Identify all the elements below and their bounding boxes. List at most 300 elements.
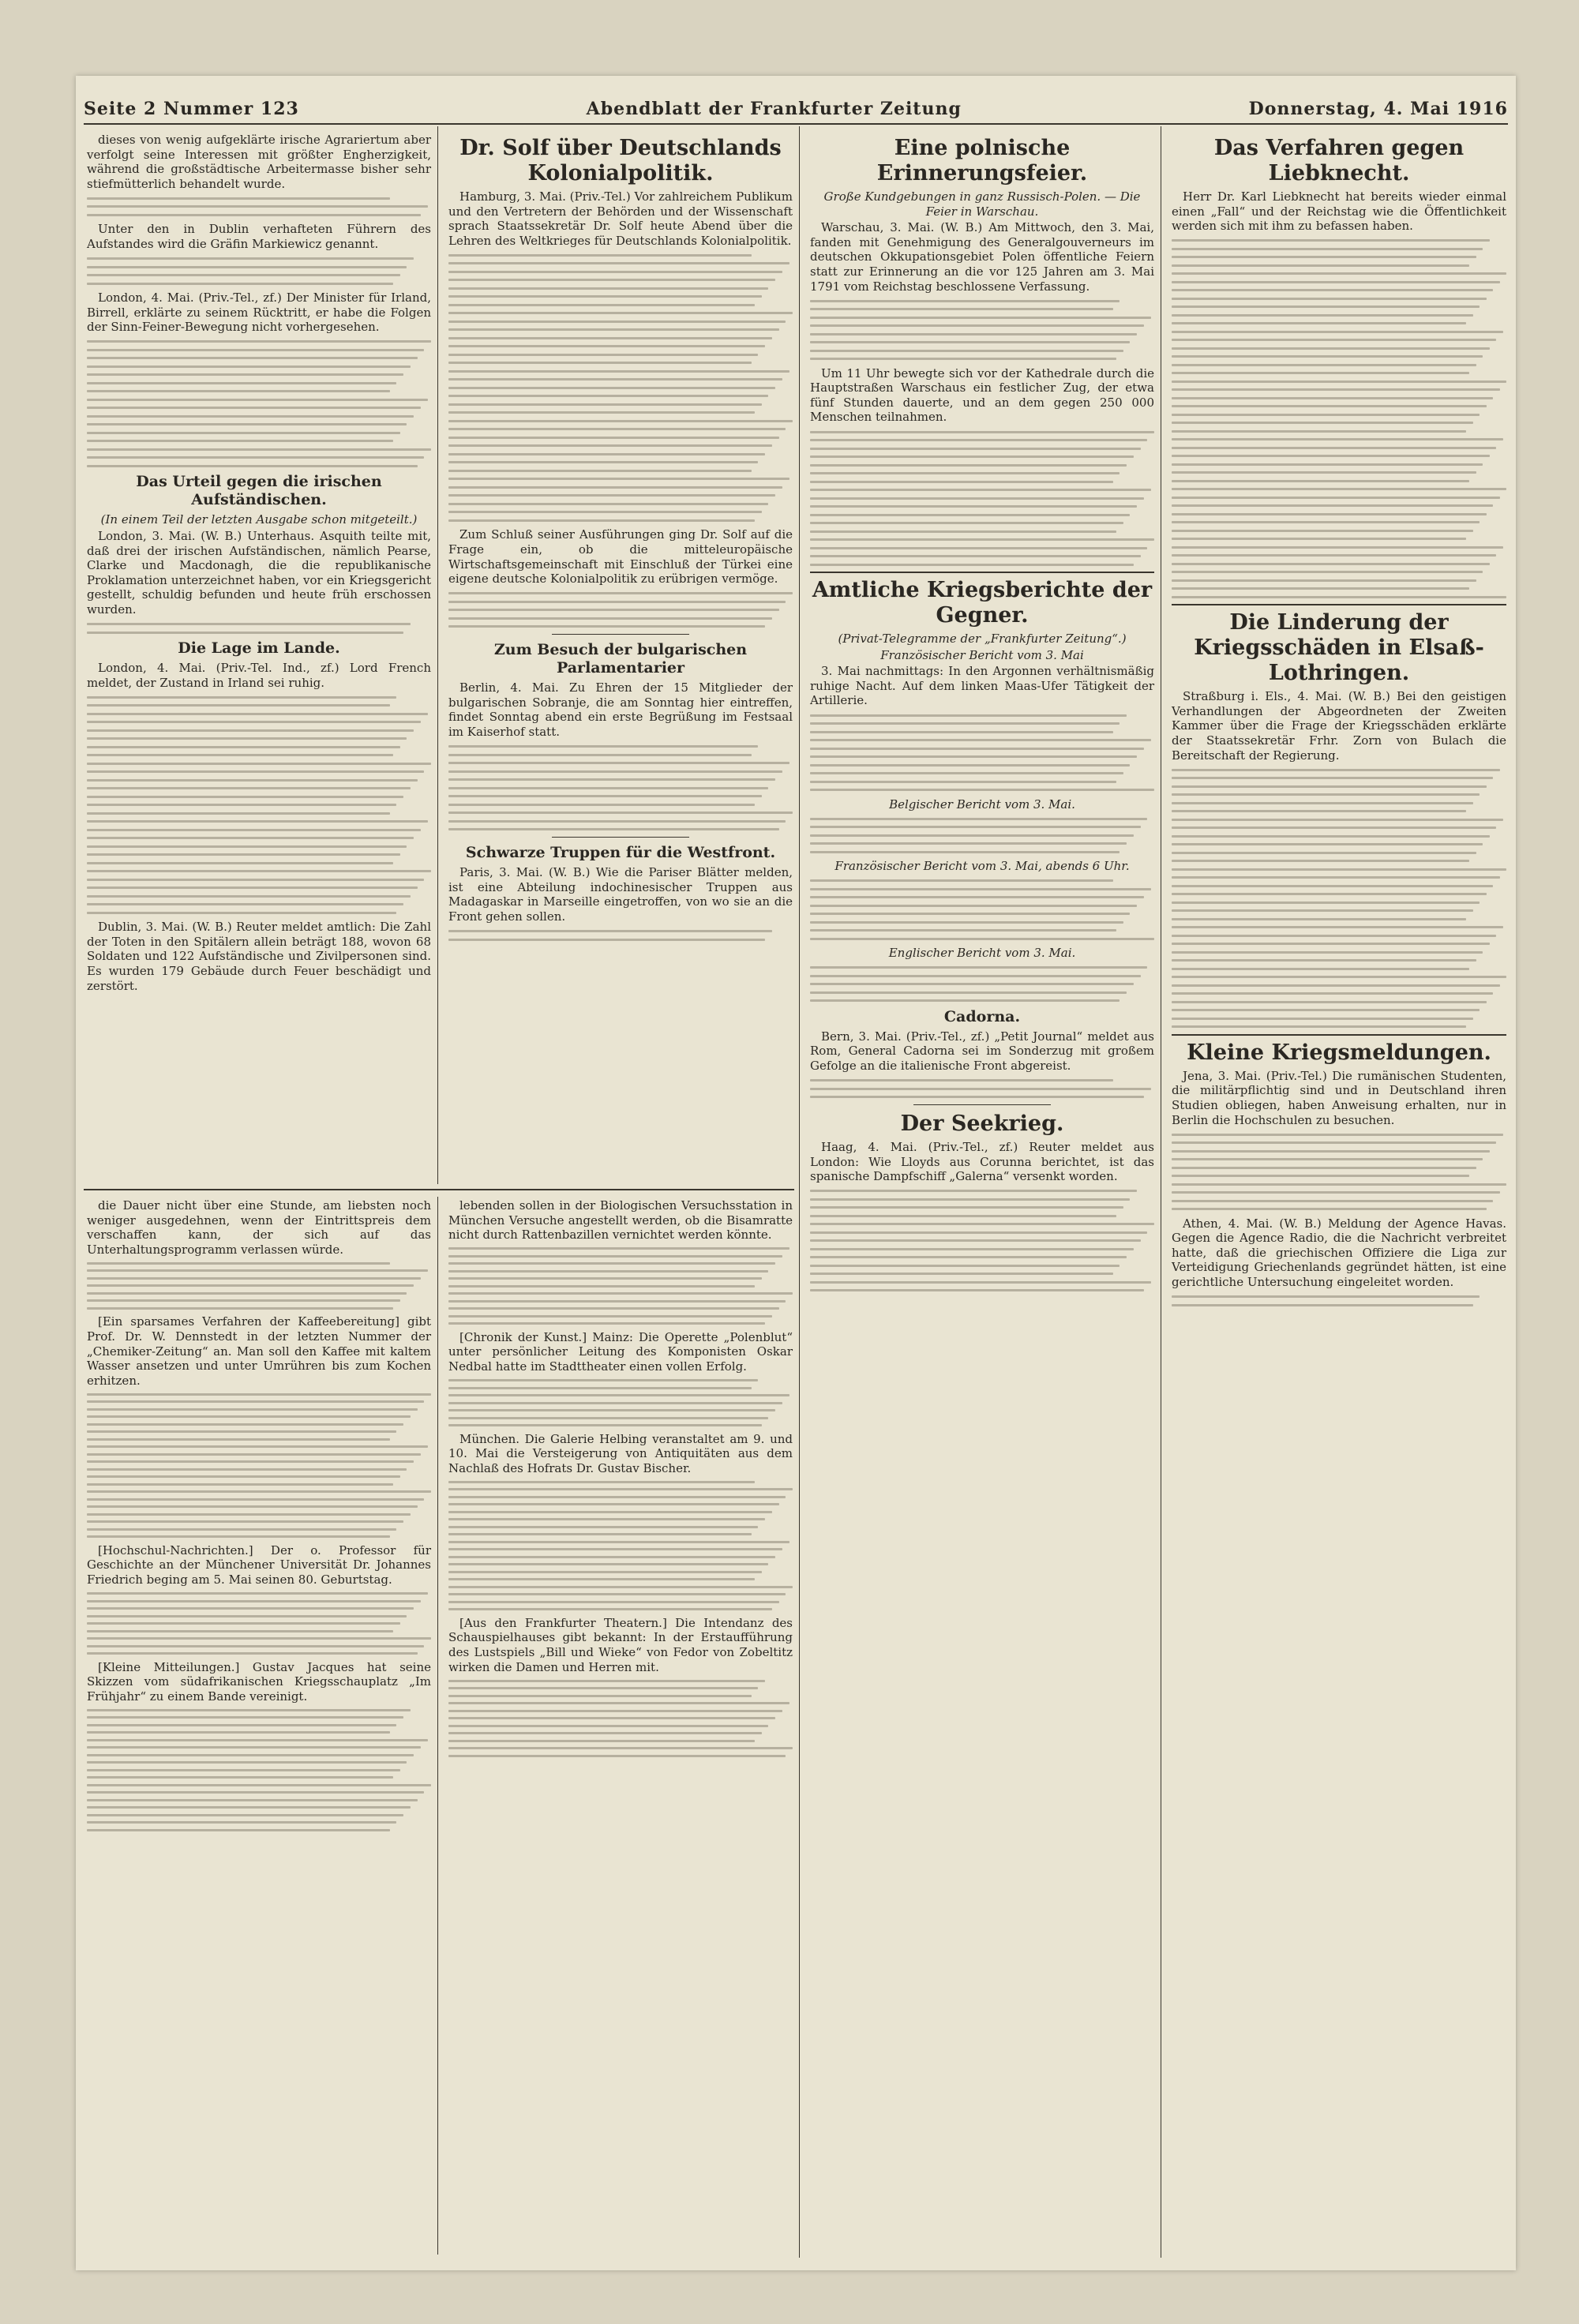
text-line (448, 939, 765, 941)
text-line (810, 564, 1134, 566)
text-line (448, 1511, 772, 1513)
text-line (1172, 819, 1503, 821)
text-line (448, 1247, 790, 1250)
feuilleton-text: die Dauer nicht über eine Stunde, am liebsten noch weniger ausgedehnen, wenn der Eintrittspreis dem verschaffen kann, der sich auf das Unterhaltungsprogramm verlassen würde. (87, 1198, 431, 1257)
text-line (87, 1445, 428, 1448)
text-line (810, 938, 1154, 940)
text-line (448, 1307, 779, 1310)
text-line (810, 851, 1120, 853)
article-text: Unter den in Dublin verhafteten Führern des Aufstandes wird die Gräfin Markiewicz genannt. (87, 222, 431, 251)
newspaper-page (76, 76, 1516, 2270)
text-line (810, 1215, 1116, 1217)
text-line (810, 1289, 1144, 1291)
text-line (1172, 504, 1493, 507)
text-line (1172, 305, 1480, 308)
text-line (810, 818, 1147, 820)
text-line (1172, 264, 1469, 267)
text-line (448, 1586, 793, 1588)
text-line (87, 1607, 414, 1610)
page-header (84, 95, 1508, 125)
text-line (1172, 1191, 1500, 1194)
text-line (810, 439, 1147, 441)
text-line (810, 522, 1123, 524)
text-line (448, 519, 755, 522)
headline-lage: Die Lage im Lande. (178, 639, 340, 657)
text-line (1172, 463, 1483, 466)
article-text: Jena, 3. Mai. (Priv.-Tel.) Die rumänischen Studenten, die militärpflichtig sind und in Deutschland ihren Studien obliegen, haben Anweisung erhalten, nur in Berlin die Hochschulen zu besuchen. (1172, 1068, 1506, 1127)
text-line (1172, 1150, 1490, 1153)
text-line (87, 1791, 424, 1794)
text-line (448, 511, 762, 513)
text-line (1172, 488, 1506, 490)
text-line (448, 617, 772, 620)
article-text: Hamburg, 3. Mai. (Priv.-Tel.) Vor zahlreichem Publikum und den Vertretern der Behörden und der Wissenschaft sprach Staatssekretär Dr. Solf heute Abend über die Lehren des Weltkrieges für Deutschlands Kolonialpolitik. (448, 189, 793, 248)
text-line (810, 905, 1137, 907)
report-label: Englischer Bericht vom 3. Mai. (888, 946, 1076, 961)
text-line (87, 770, 424, 773)
feuilleton-text: [Kleine Mitteilungen.] Gustav Jacques hat seine Skizzen vom südafrikanischen Kriegsschauplatz „Im Frühjahr“ zu einem Bande vereinigt. (87, 1659, 431, 1704)
text-line (448, 287, 768, 290)
text-line (448, 1732, 762, 1734)
text-line (87, 1284, 414, 1287)
text-line (87, 440, 393, 442)
text-line (87, 1829, 390, 1831)
text-line (810, 1231, 1147, 1234)
text-line (87, 1262, 390, 1265)
text-line (810, 748, 1144, 750)
text-line (448, 1717, 775, 1719)
text-line (1172, 248, 1483, 250)
text-line (1172, 1141, 1496, 1144)
text-line (1172, 272, 1506, 275)
text-line (448, 1255, 782, 1258)
text-line (1172, 1025, 1466, 1028)
text-line (1172, 397, 1493, 399)
text-line (87, 1423, 403, 1426)
text-line (810, 879, 1113, 882)
text-line (1172, 364, 1476, 366)
column-2 (448, 131, 793, 946)
text-line (448, 403, 762, 406)
text-line (448, 1740, 755, 1742)
text-line (1172, 521, 1480, 523)
text-line (1172, 322, 1466, 324)
text-line (87, 1453, 421, 1456)
text-line (448, 1578, 755, 1580)
article-text: London, 3. Mai. (W. B.) Unterhaus. Asquith teilte mit, daß drei der irischen Aufständischen, nämlich Pearse, Clarke und Macdonagh, die die republikanische Proklamation unterzeichnet haben, vor ein Kriegsgericht gestellt, schuldig befunden und heute früh erschossen wurden. (87, 528, 431, 617)
text-line (810, 358, 1116, 360)
text-line (448, 778, 775, 781)
text-line (810, 489, 1151, 491)
text-line (810, 1096, 1144, 1098)
headline-kriegsberichte: Amtliche Kriegsberichte der Gegner. (812, 578, 1153, 628)
text-line (1172, 901, 1480, 904)
text-line (87, 1460, 414, 1463)
text-line (1172, 438, 1503, 440)
article-text: Haag, 4. Mai. (Priv.-Tel., zf.) Reuter meldet aus London: Wie Lloyds aus Corunna berichtet, ist das spanische Dampfschiff „Galerna“ versenkt worden. (810, 1140, 1154, 1184)
text-line (1172, 513, 1487, 515)
text-line (87, 1637, 431, 1640)
text-line (87, 1600, 421, 1602)
headline-polnische-feier: Eine polnische Erinnerungsfeier. (876, 136, 1088, 186)
text-line (87, 912, 396, 914)
text-line (810, 1223, 1154, 1225)
text-line (448, 428, 786, 430)
text-line (87, 1709, 411, 1711)
text-line (1172, 587, 1469, 590)
text-line (1172, 355, 1483, 358)
feuilleton-text: lebenden sollen in der Biologischen Versuchsstation in München Versuche angestellt werden, ob die Bisamratte nicht durch Rattenbazillen vernichtet werden könnte. (448, 1198, 793, 1243)
text-line (87, 1645, 424, 1647)
text-line (448, 437, 779, 439)
text-line (448, 787, 768, 789)
text-line (87, 1799, 418, 1801)
text-line (1172, 976, 1506, 978)
text-line (810, 455, 1134, 458)
text-line (448, 1292, 793, 1295)
text-line (1172, 935, 1496, 937)
header-center: Abendblatt der Frankfurter Zeitung (586, 99, 962, 119)
text-line (87, 696, 396, 699)
text-line (1172, 827, 1496, 829)
text-line (87, 340, 431, 343)
text-line (87, 721, 421, 723)
text-line (448, 279, 775, 281)
text-line (1172, 984, 1500, 987)
text-line (810, 772, 1123, 774)
text-line (1172, 455, 1490, 457)
text-line (810, 731, 1113, 733)
text-line (87, 373, 403, 376)
text-line (87, 779, 418, 782)
text-line (810, 789, 1154, 791)
text-line (1172, 777, 1493, 779)
text-line (87, 804, 396, 806)
text-line (87, 1513, 411, 1516)
text-line (448, 1270, 768, 1273)
text-line (448, 295, 762, 298)
text-line (1172, 885, 1493, 887)
column-rule (437, 126, 438, 1184)
text-line (1172, 943, 1490, 945)
text-line (87, 1731, 390, 1734)
text-line (87, 448, 431, 451)
text-line (87, 1754, 414, 1756)
text-line (810, 929, 1116, 931)
text-line (87, 1592, 428, 1595)
text-line (87, 1430, 396, 1433)
text-line (448, 1571, 762, 1573)
text-line (1172, 959, 1476, 961)
text-line (1172, 968, 1469, 970)
text-line (810, 921, 1123, 924)
header-left: Seite 2 Nummer 123 (84, 99, 299, 119)
text-line (87, 1415, 411, 1418)
text-line (448, 312, 793, 314)
text-line (87, 432, 400, 434)
text-line (87, 1408, 418, 1411)
text-line (87, 754, 393, 756)
text-line (448, 1315, 772, 1318)
text-line (87, 1520, 403, 1523)
headline-schwarze-truppen: Schwarze Truppen für die Westfront. (465, 844, 776, 862)
text-line (87, 1438, 390, 1441)
text-line (87, 713, 428, 715)
text-line (810, 1088, 1151, 1090)
feuilleton-column-1 (87, 1197, 431, 1836)
text-line (448, 1695, 752, 1697)
headline-kriegsschaeden: Die Linderung der Kriegsschäden in Elsaß-Lothringen. (1194, 610, 1484, 686)
text-line (1172, 480, 1469, 482)
text-line (87, 283, 393, 285)
text-line (448, 1533, 752, 1535)
text-line (448, 461, 758, 463)
text-line (448, 478, 790, 480)
text-line (448, 354, 758, 356)
text-line (1172, 530, 1473, 532)
text-line (448, 1300, 786, 1303)
text-line (87, 407, 421, 409)
text-line (87, 729, 414, 732)
text-line (1172, 331, 1503, 333)
text-line (87, 879, 424, 881)
text-line (87, 257, 414, 260)
text-line (448, 1725, 768, 1727)
text-line (448, 378, 782, 380)
text-line (87, 845, 407, 848)
text-line (87, 1490, 431, 1493)
text-line (87, 1535, 390, 1538)
report-label-cadorna: Cadorna. (943, 1007, 1021, 1025)
column-3 (810, 131, 1154, 1298)
text-line (810, 1265, 1120, 1267)
text-line (448, 812, 793, 814)
text-line (810, 966, 1147, 969)
text-line (1172, 256, 1476, 258)
text-line (87, 1784, 431, 1786)
text-line (87, 787, 411, 789)
text-line (87, 632, 403, 634)
text-line (1172, 1175, 1469, 1177)
text-line (87, 274, 400, 276)
text-line (87, 365, 411, 368)
text-line (87, 1630, 393, 1632)
feuilleton-text: [Aus den Frankfurter Theatern.] Die Intendanz des Schauspielhauses gibt bekannt: In der Erstaufführung des Lustspiels „Bill und Wieke“ von Fedor von Zobeltitz wirken die Damen und Herren mit. (448, 1615, 793, 1674)
text-line (810, 497, 1144, 500)
feuilleton-text: München. Die Galerie Helbing veranstaltet am 9. und 10. Mai die Versteigerung von Antiquitäten aus dem Nachlaß des Hofrats Dr. Gustav Bischer. (448, 1431, 793, 1475)
text-line (87, 456, 424, 459)
text-line (448, 762, 790, 764)
text-line (1172, 951, 1483, 954)
text-line (810, 1190, 1137, 1192)
text-line (1172, 876, 1500, 879)
article-text: Warschau, 3. Mai. (W. B.) Am Mittwoch, den 3. Mai, fanden mit Genehmigung des Generalgouverneurs im deutschen Okkupationsgebiet Polen öffentliche Feiern statt zur Erinnerung an die vor 125 Jahren am 3. Mai 1791 vom Reichstag beschlossene Verfassung. (810, 220, 1154, 294)
text-line (448, 254, 752, 257)
text-line (448, 1702, 790, 1704)
text-line (1172, 1167, 1476, 1169)
article-text: London, 4. Mai. (Priv.-Tel. Ind., zf.) Lord French meldet, der Zustand in Irland sei ruhig. (87, 661, 431, 690)
text-line (810, 514, 1130, 516)
text-line (87, 1307, 393, 1310)
article-text: Herr Dr. Karl Liebknecht hat bereits wieder einmal einen „Fall“ und der Reichstag wie die Öffentlichkeit werden sich mit ihm zu befassen haben. (1172, 189, 1506, 234)
text-line (87, 1776, 393, 1779)
text-line (448, 930, 772, 932)
text-line (448, 1541, 790, 1543)
text-line (810, 481, 1113, 483)
text-line (448, 609, 779, 611)
text-line (810, 983, 1134, 985)
text-line (1172, 422, 1473, 424)
text-line (87, 812, 390, 815)
article-text: Paris, 3. Mai. (W. B.) Wie die Pariser Blätter melden, ist eine Abteilung indochinesischer Truppen aus Madagaskar in Marseille eingetroffen, von wo sie an die Front gehen sollen. (448, 865, 793, 924)
section-rule (84, 1189, 794, 1190)
text-line (87, 1498, 424, 1501)
text-line (1172, 852, 1476, 854)
article-text: dieses von wenig aufgeklärte irische Agrariertum aber verfolgt seine Interessen mit größter Engherzigkeit, während die großstädtische Arbeitermasse bisher sehr stiefmütterlich behandelt wurde. (87, 133, 431, 191)
column-rule (799, 126, 800, 2258)
text-line (87, 205, 428, 208)
text-line (1172, 810, 1466, 812)
text-line (448, 804, 755, 806)
text-line (1172, 802, 1473, 804)
text-line (448, 1409, 775, 1411)
text-line (87, 399, 428, 401)
text-line (810, 547, 1147, 549)
text-line (87, 382, 396, 384)
text-line (448, 1379, 758, 1381)
column-1 (87, 131, 431, 995)
text-line (810, 431, 1154, 433)
text-line (810, 1273, 1113, 1275)
text-line (1172, 380, 1506, 383)
text-line (448, 1548, 782, 1550)
text-line (448, 320, 786, 323)
text-line (448, 1277, 762, 1280)
text-line (87, 1505, 418, 1508)
text-line (448, 486, 782, 489)
text-line (1172, 372, 1469, 374)
text-line (1172, 571, 1483, 573)
text-line (87, 1652, 418, 1655)
text-line (1172, 1183, 1506, 1186)
text-line (1172, 596, 1506, 598)
text-line (1172, 1009, 1480, 1011)
text-line (810, 324, 1144, 327)
text-line (1172, 769, 1500, 771)
text-line (448, 1680, 765, 1682)
text-line (810, 764, 1130, 767)
headline-seekrieg: Der Seekrieg. (900, 1111, 1064, 1137)
text-line (1172, 388, 1500, 391)
headline-note: (In einem Teil der letzten Ausgabe schon mitgeteilt.) (100, 512, 418, 527)
text-line (448, 337, 772, 339)
text-line (1172, 281, 1500, 283)
text-line (448, 828, 779, 830)
text-line (87, 853, 400, 856)
text-line (87, 796, 403, 798)
text-line (810, 913, 1130, 915)
headline-liebknecht: Das Verfahren gegen Liebknecht. (1213, 136, 1465, 186)
text-line (810, 333, 1137, 335)
text-line (1172, 430, 1466, 433)
text-line (448, 601, 786, 603)
text-line (810, 714, 1127, 717)
text-line (448, 795, 762, 797)
text-line (448, 395, 768, 397)
text-line (87, 197, 390, 200)
text-line (87, 829, 421, 831)
text-line (1172, 1304, 1473, 1306)
text-line (87, 870, 431, 872)
text-line (810, 505, 1137, 508)
text-line (810, 1206, 1123, 1209)
text-line (87, 214, 421, 216)
text-line (448, 1556, 775, 1558)
text-line (448, 1394, 790, 1396)
text-line (448, 1424, 762, 1426)
text-line (810, 538, 1154, 541)
text-line (1172, 1158, 1483, 1160)
text-line (87, 903, 403, 905)
text-line (448, 1601, 779, 1603)
text-line (448, 420, 793, 422)
text-line (1172, 1200, 1493, 1202)
text-line (448, 1322, 765, 1325)
text-line (448, 411, 755, 414)
text-line (1172, 992, 1493, 995)
text-line (810, 1256, 1127, 1258)
text-line (1172, 414, 1480, 416)
report-label: Französischer Bericht vom 3. Mai, abends 6 Uhr. (835, 859, 1130, 874)
text-line (448, 625, 765, 628)
text-line (448, 362, 752, 364)
article-text: Straßburg i. Els., 4. Mai. (W. B.) Bei den geistigen Verhandlungen der Abgeordneten der Zweiten Kammer über die Frage der Kriegsschäden erklärte der Staatssekretär Frhr. Zorn von Bulach die Bereitschaft der Regierung. (1172, 689, 1506, 763)
text-line (810, 896, 1144, 898)
text-line (1172, 868, 1506, 871)
text-line (810, 999, 1120, 1002)
header-right: Donnerstag, 4. Mai 1916 (1248, 99, 1508, 119)
text-line (448, 1417, 768, 1419)
text-line (810, 555, 1141, 557)
text-line (448, 1262, 775, 1265)
text-line (1172, 239, 1490, 242)
text-line (87, 1806, 411, 1809)
text-line (87, 1528, 396, 1531)
text-line (1172, 554, 1496, 557)
text-line (87, 423, 407, 425)
text-line (87, 465, 418, 467)
text-line (448, 444, 772, 447)
text-line (448, 1747, 793, 1749)
article-text: 3. Mai nachmittags: In den Argonnen verhältnismäßig ruhige Nacht. Auf dem linken Maas-Ufer Tätigkeit der Artillerie. (810, 664, 1154, 708)
text-line (87, 1615, 407, 1617)
text-line (448, 1488, 793, 1490)
text-line (810, 975, 1141, 977)
text-line (87, 623, 411, 625)
text-line (87, 1746, 421, 1749)
feuilleton-column-2 (448, 1197, 793, 1762)
text-line (810, 464, 1127, 467)
text-line (87, 886, 418, 889)
text-line (87, 1716, 403, 1719)
text-line (87, 349, 424, 351)
article-text: Dublin, 3. Mai. (W. B.) Reuter meldet amtlich: Die Zahl der Toten in den Spitälern allein beträgt 188, wovon 68 Soldaten und 122 Aufständische und Zivilpersonen sind. Es wurden 179 Gebäude durch Feuer beschädigt und zerstört. (87, 920, 431, 993)
text-line (448, 820, 786, 823)
text-line (87, 1622, 400, 1625)
text-line (1172, 835, 1490, 838)
headline-urteil: Das Urteil gegen die irischen Aufständischen. (136, 473, 382, 509)
text-line (1172, 860, 1469, 862)
